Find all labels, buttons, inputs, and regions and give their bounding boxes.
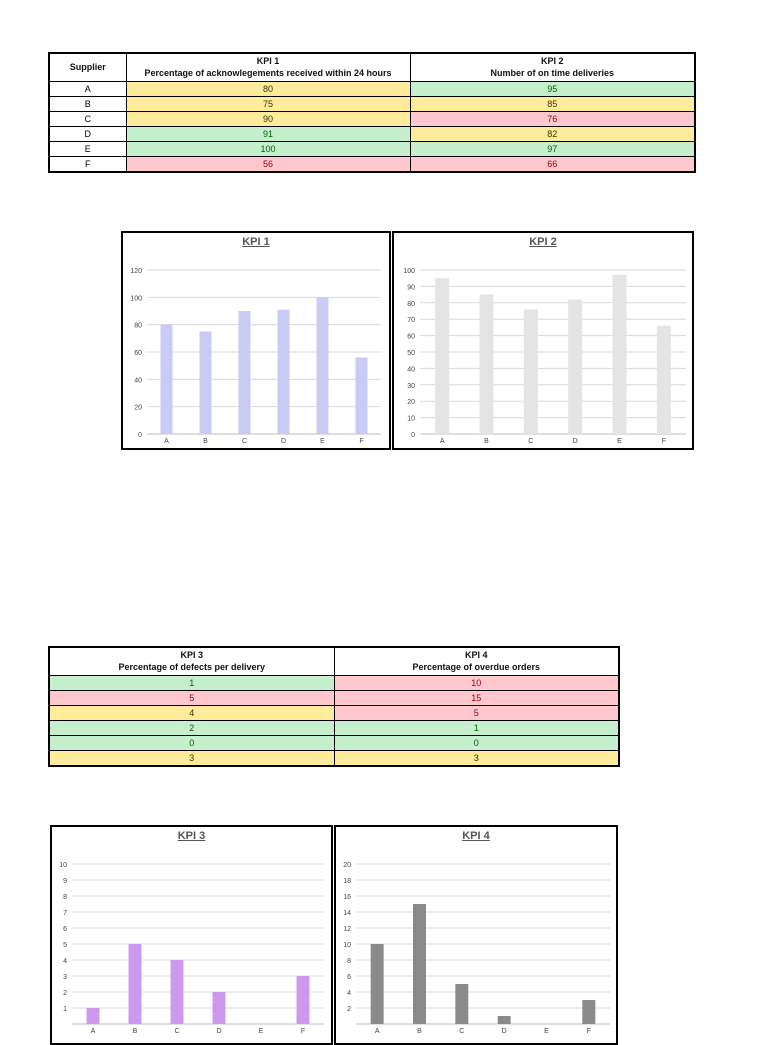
- kpi3-cell: 0: [49, 735, 334, 750]
- kpi3-cell: 1: [49, 675, 334, 690]
- x-tick-label: F: [661, 438, 666, 445]
- kpi2-chart-plot: [394, 233, 692, 448]
- bar-b: [129, 944, 142, 1024]
- table-row: [49, 675, 619, 690]
- y-tick-label: 16: [343, 894, 351, 901]
- y-tick-label: 120: [130, 268, 142, 275]
- bar-f: [582, 1000, 595, 1024]
- table-row: [49, 141, 695, 156]
- supplier-cell: A: [49, 81, 126, 96]
- table-row: [49, 735, 619, 750]
- y-tick-label: 10: [59, 862, 67, 869]
- table-row: [49, 81, 695, 96]
- y-tick-label: 8: [63, 894, 67, 901]
- y-tick-label: 20: [134, 404, 142, 412]
- kpi3-chart-title: KPI 3: [177, 830, 206, 842]
- y-tick-label: 4: [347, 990, 351, 997]
- y-tick-label: 80: [134, 322, 142, 330]
- bar-d: [213, 992, 226, 1024]
- x-tick-label: D: [501, 1028, 507, 1035]
- y-tick-label: 70: [407, 317, 415, 325]
- kpi4-cell: 15: [334, 690, 619, 705]
- supplier-header: Supplier: [49, 53, 126, 81]
- kpi1-cell: 56: [126, 156, 410, 172]
- kpi2-chart: [392, 231, 694, 450]
- y-tick-label: 80: [407, 300, 415, 308]
- x-tick-label: A: [439, 438, 445, 445]
- y-tick-label: 6: [347, 974, 351, 981]
- kpi3-cell: 5: [49, 690, 334, 705]
- table-row: [49, 750, 619, 766]
- y-tick-label: 30: [407, 382, 415, 390]
- supplier-cell: C: [49, 111, 126, 126]
- kpi2-chart-title: KPI 2: [529, 236, 557, 248]
- x-tick-label: B: [484, 438, 489, 445]
- y-tick-label: 40: [407, 366, 415, 374]
- y-tick-label: 0: [138, 432, 142, 439]
- y-tick-label: 8: [347, 958, 351, 965]
- bar-e: [613, 275, 627, 434]
- y-tick-label: 60: [134, 350, 142, 357]
- bar-f: [657, 326, 671, 434]
- kpi1-header-title: KPI 1: [256, 56, 280, 67]
- x-tick-label: B: [417, 1028, 422, 1035]
- y-tick-label: 10: [343, 942, 351, 949]
- y-tick-label: 14: [343, 910, 351, 917]
- kpi4-header-desc: Percentage of overdue orders: [412, 662, 541, 673]
- y-tick-label: 9: [63, 878, 67, 885]
- table-row: [49, 690, 619, 705]
- kpi2-cell: 95: [410, 81, 695, 96]
- x-tick-label: B: [132, 1028, 138, 1035]
- x-tick-label: C: [241, 438, 248, 445]
- y-tick-label: 4: [63, 958, 67, 965]
- kpi1-chart: [121, 231, 391, 450]
- table-row: [49, 111, 695, 126]
- kpi3-kpi4-table: [48, 646, 620, 767]
- kpi3-cell: 4: [49, 705, 334, 720]
- bar-c: [524, 309, 538, 434]
- table-row: [49, 156, 695, 172]
- bar-c: [239, 311, 251, 434]
- kpi1-cell: 90: [126, 111, 410, 126]
- y-tick-label: 20: [407, 399, 415, 407]
- kpi3-cell: 3: [49, 750, 334, 766]
- kpi2-cell: 82: [410, 126, 695, 141]
- bar-a: [161, 325, 173, 434]
- x-tick-label: F: [300, 1028, 306, 1035]
- y-tick-label: 1: [63, 1006, 67, 1013]
- y-tick-label: 6: [63, 926, 67, 933]
- y-tick-label: 2: [347, 1006, 351, 1013]
- kpi2-header-desc: Number of on time deliveries: [490, 68, 615, 79]
- x-tick-label: E: [544, 1028, 549, 1035]
- x-tick-label: C: [174, 1028, 180, 1035]
- bar-f: [297, 976, 310, 1024]
- x-tick-label: C: [459, 1028, 465, 1035]
- kpi3-header-title: KPI 3: [180, 650, 203, 661]
- bar-d: [568, 300, 582, 434]
- y-tick-label: 90: [407, 284, 415, 292]
- x-tick-label: A: [374, 1028, 380, 1035]
- kpi3-chart: [50, 825, 333, 1045]
- x-tick-label: E: [258, 1028, 264, 1035]
- kpi2-cell: 66: [410, 156, 695, 172]
- bar-a: [87, 1008, 100, 1024]
- bar-a: [371, 944, 384, 1024]
- bar-b: [200, 332, 212, 435]
- y-tick-label: 20: [343, 862, 351, 869]
- table-row: [49, 126, 695, 141]
- y-tick-label: 3: [63, 974, 67, 981]
- bar-c: [455, 984, 468, 1024]
- supplier-cell: E: [49, 141, 126, 156]
- table-row: [49, 720, 619, 735]
- kpi4-chart: [334, 825, 618, 1045]
- x-tick-label: D: [572, 438, 578, 445]
- y-tick-label: 5: [63, 942, 67, 949]
- y-tick-label: 100: [130, 295, 142, 303]
- y-tick-label: 40: [134, 377, 142, 385]
- y-tick-label: 50: [407, 350, 415, 357]
- kpi4-cell: 1: [334, 720, 619, 735]
- table-row: [49, 96, 695, 111]
- kpi1-chart-plot: [123, 233, 389, 448]
- kpi4-header-title: KPI 4: [464, 650, 488, 661]
- y-tick-label: 0: [411, 432, 415, 439]
- kpi3-cell: 2: [49, 720, 334, 735]
- x-tick-label: C: [528, 438, 534, 445]
- kpi1-cell: 91: [126, 126, 410, 141]
- x-tick-label: E: [617, 438, 622, 445]
- bar-c: [171, 960, 184, 1024]
- kpi4-cell: 3: [334, 750, 619, 766]
- x-tick-label: E: [320, 438, 325, 445]
- kpi2-cell: 76: [410, 111, 695, 126]
- x-tick-label: B: [203, 438, 208, 445]
- y-tick-label: 2: [63, 990, 67, 997]
- y-tick-label: 18: [343, 878, 351, 885]
- y-tick-label: 12: [343, 926, 351, 933]
- bar-e: [317, 297, 329, 434]
- kpi4-header: [334, 647, 619, 675]
- supplier-cell: D: [49, 126, 126, 141]
- x-tick-label: D: [280, 438, 287, 445]
- kpi2-header-title: KPI 2: [540, 56, 564, 67]
- x-tick-label: F: [586, 1028, 591, 1035]
- supplier-cell: B: [49, 96, 126, 111]
- y-tick-label: 60: [407, 333, 415, 341]
- bar-f: [356, 357, 368, 434]
- bar-b: [480, 295, 494, 434]
- kpi4-chart-title: KPI 4: [462, 830, 490, 842]
- kpi3-header-desc: Percentage of defects per delivery: [118, 662, 266, 673]
- kpi3-header: [49, 647, 334, 675]
- kpi4-cell: 5: [334, 705, 619, 720]
- table-row: [49, 705, 619, 720]
- bar-b: [413, 904, 426, 1024]
- kpi2-header: [410, 53, 695, 81]
- y-tick-label: 100: [403, 268, 415, 275]
- kpi1-header-desc: Percentage of acknowlegements received within 24 hours: [144, 68, 392, 79]
- kpi2-cell: 85: [410, 96, 695, 111]
- kpi1-cell: 100: [126, 141, 410, 156]
- kpi4-cell: 0: [334, 735, 619, 750]
- kpi3-chart-plot: [52, 827, 331, 1043]
- bar-d: [278, 310, 290, 434]
- kpi1-cell: 80: [126, 81, 410, 96]
- x-tick-label: A: [164, 438, 169, 445]
- kpi1-header: [126, 53, 410, 81]
- supplier-cell: F: [49, 156, 126, 172]
- x-tick-label: A: [90, 1028, 96, 1035]
- bar-a: [435, 278, 449, 434]
- bar-d: [498, 1016, 511, 1024]
- kpi2-cell: 97: [410, 141, 695, 156]
- kpi4-chart-plot: [336, 827, 616, 1043]
- kpi1-chart-title: KPI 1: [242, 236, 270, 248]
- kpi1-kpi2-table: [48, 52, 696, 173]
- kpi1-cell: 75: [126, 96, 410, 111]
- x-tick-label: F: [359, 438, 364, 445]
- kpi4-cell: 10: [334, 675, 619, 690]
- x-tick-label: D: [216, 1028, 222, 1035]
- y-tick-label: 10: [407, 415, 415, 423]
- y-tick-label: 7: [63, 910, 67, 917]
